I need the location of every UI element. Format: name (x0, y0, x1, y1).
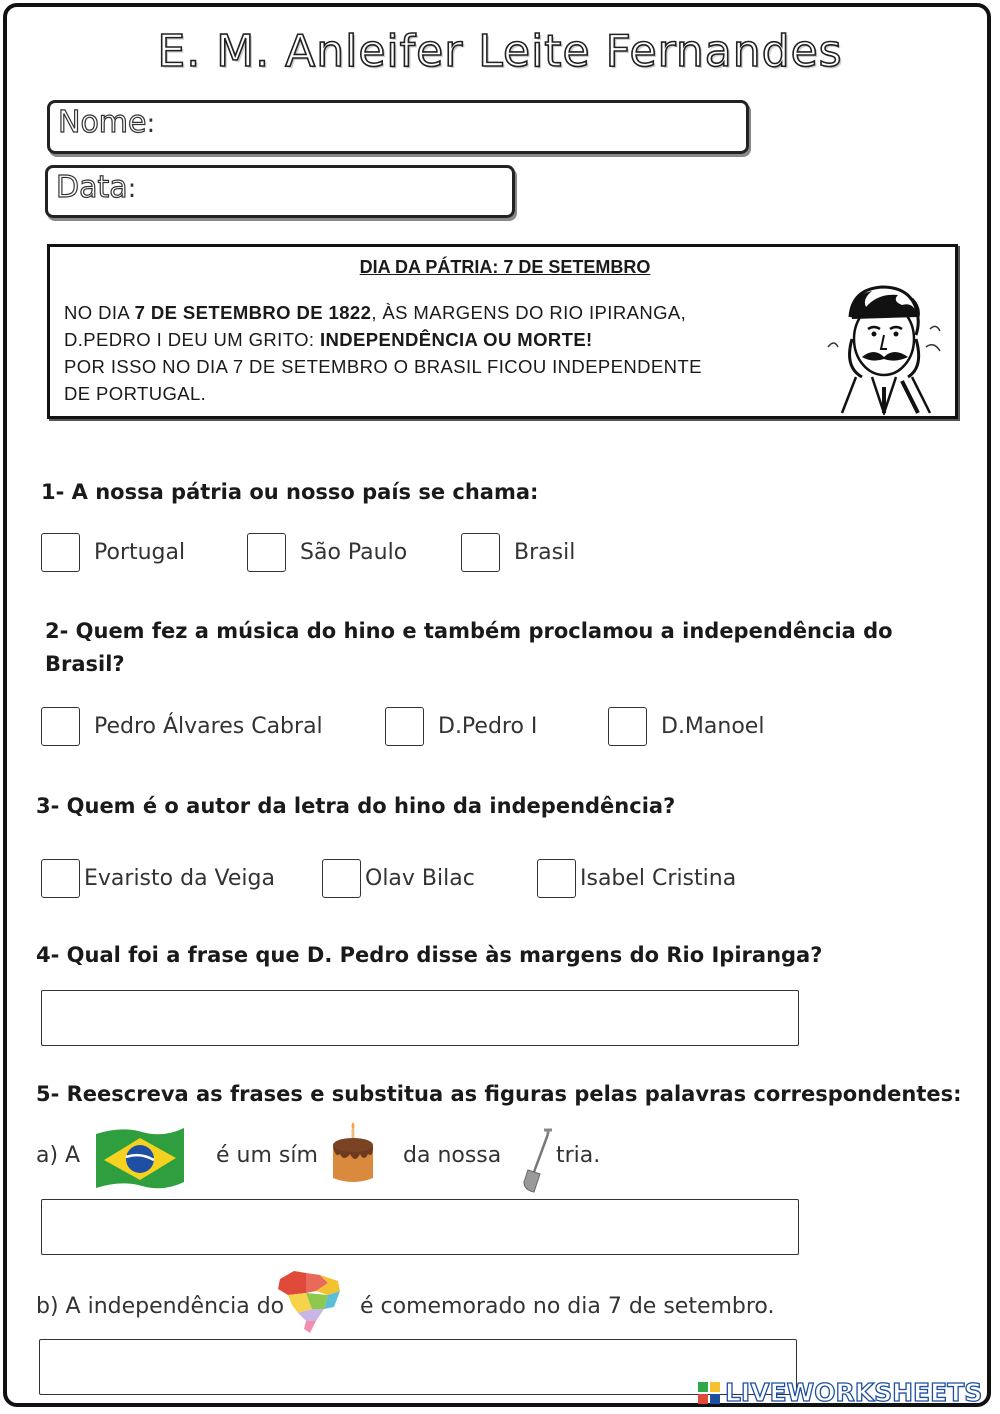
q1-option-sao-paulo (247, 533, 407, 572)
q3-option-label: Isabel Cristina (580, 866, 737, 891)
info-title: DIA DA PÁTRIA: 7 DE SETEMBRO (359, 257, 651, 277)
name-label: Nome: (58, 105, 156, 140)
q3-option-evaristo (41, 859, 275, 898)
q1-option-brasil (461, 533, 575, 572)
q5a-text-start: a) A (36, 1143, 81, 1168)
liveworksheets-brand-text: LIVEWORKSHEETS (725, 1378, 983, 1407)
q2-option-label: D.Manoel (661, 714, 765, 739)
q1-option-label: Portugal (94, 540, 186, 565)
dom-pedro-portrait-icon (822, 277, 947, 415)
date-field[interactable] (45, 165, 515, 218)
q4-answer-input[interactable] (41, 990, 799, 1046)
question-5: 5- Reescreva as frases e substitua as figuras pelas palavras correspondentes: (36, 1082, 962, 1106)
question-1: 1- A nossa pátria ou nosso país se chama: (41, 480, 539, 504)
cake-icon (328, 1118, 378, 1186)
q1-checkbox-brasil[interactable] (461, 533, 500, 572)
q2-checkbox-dpedro[interactable] (385, 707, 424, 746)
q1-option-label: Brasil (514, 540, 576, 565)
date-label: Data: (56, 170, 137, 205)
q5a-text-end: tria. (556, 1143, 601, 1168)
q3-option-isabel (537, 859, 736, 898)
question-2: 2- Quem fez a música do hino e também proclamou a independência do Brasil? (45, 619, 893, 676)
q3-option-label: Evaristo da Veiga (84, 866, 275, 891)
q5a-text-middle: é um sím (216, 1143, 318, 1168)
q5b-text-end: é comemorado no dia 7 de setembro. (360, 1294, 775, 1319)
q2-option-dmanoel (608, 707, 764, 746)
question-4: 4- Qual foi a frase que D. Pedro disse às margens do Rio Ipiranga? (36, 943, 823, 967)
q5b-text-start: b) A independência do (36, 1294, 285, 1319)
q2-checkbox-cabral[interactable] (41, 707, 80, 746)
q3-option-olav (322, 859, 475, 898)
q1-checkbox-sao-paulo[interactable] (247, 533, 286, 572)
q1-checkbox-portugal[interactable] (41, 533, 80, 572)
q2-option-label: Pedro Álvares Cabral (94, 714, 323, 739)
q5b-answer-input[interactable] (39, 1339, 797, 1395)
q1-option-label: São Paulo (300, 540, 408, 565)
liveworksheets-logo (698, 1378, 982, 1407)
brazil-map-icon (276, 1265, 342, 1335)
q3-checkbox-isabel[interactable] (537, 859, 576, 898)
q5a-answer-input[interactable] (41, 1199, 799, 1255)
school-title: E. M. Anleifer Leite Fernandes (157, 26, 843, 77)
info-text: NO DIA 7 DE SETEMBRO DE 1822, ÀS MARGENS DO RIO IPIRANGA, D.PEDRO I DEU UM GRITO: INDEPENDÊNCIA OU MORTE! POR ISSO NO DIA 7 DE SETEMBRO O BRASIL FICOU INDEPENDENTE DE PORTUGAL. (64, 302, 702, 404)
q3-option-label: Olav Bilac (365, 866, 475, 891)
q2-option-cabral (41, 707, 323, 746)
name-field[interactable] (47, 100, 749, 154)
q3-checkbox-olav[interactable] (322, 859, 361, 898)
q2-option-dpedro (385, 707, 537, 746)
question-3: 3- Quem é o autor da letra do hino da independência? (36, 794, 676, 818)
brazil-flag-icon (92, 1124, 188, 1194)
q1-option-portugal (41, 533, 185, 572)
q2-option-label: D.Pedro I (438, 714, 538, 739)
shovel-icon (518, 1128, 554, 1194)
q5a-text-middle-2: da nossa (403, 1143, 502, 1168)
q3-checkbox-evaristo[interactable] (41, 859, 80, 898)
liveworksheets-logo-icon (698, 1380, 722, 1406)
info-box (47, 244, 958, 419)
q2-checkbox-dmanoel[interactable] (608, 707, 647, 746)
